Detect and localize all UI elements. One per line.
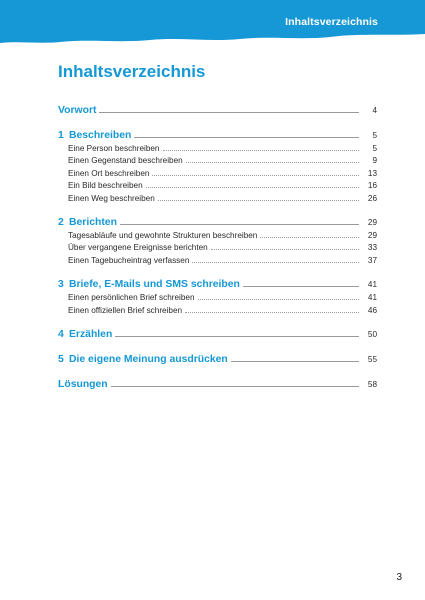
- toc-entry-title: Vorwort: [58, 105, 97, 116]
- toc-page-number: 46: [367, 305, 377, 315]
- toc-leader-line: [111, 386, 359, 387]
- toc-leader-line: [163, 150, 360, 151]
- toc-entry-title: Tagesabläufe und gewohnte Strukturen beschreiben: [68, 231, 258, 241]
- toc-page-number: 16: [367, 181, 377, 191]
- toc-entry-title: Briefe, E-Mails und SMS schreiben: [69, 279, 240, 291]
- toc-chapter-number: 5: [58, 354, 64, 366]
- toc-page-number: 58: [367, 380, 377, 390]
- toc-subentry[interactable]: [58, 143, 377, 155]
- toc-entry-title: Einen Weg beschreiben: [68, 193, 155, 203]
- table-of-contents: [58, 104, 377, 392]
- toc-entry-title: Über vergangene Ereignisse berichten: [68, 243, 208, 253]
- toc-page-number: 9: [372, 156, 377, 166]
- toc-subentry[interactable]: [58, 230, 377, 242]
- toc-entry-title: Eine Person beschreiben: [68, 144, 160, 153]
- toc-chapter-entry[interactable]: [58, 278, 377, 292]
- toc-chapter-number: 3: [58, 279, 64, 291]
- toc-subentry[interactable]: [58, 180, 377, 192]
- toc-entry-title: Einen offiziellen Brief schreiben: [68, 305, 183, 315]
- toc-leader-line: [260, 237, 359, 238]
- toc-leader-line: [185, 312, 359, 313]
- toc-page-number: 29: [367, 218, 377, 228]
- toc-leader-line: [192, 262, 359, 263]
- toc-leader-line: [120, 224, 359, 225]
- toc-entry-title: Erzählen: [69, 329, 113, 341]
- toc-entry-title: Einen Tagebucheintrag verfassen: [68, 255, 190, 265]
- banner-title: Inhaltsverzeichnis: [285, 16, 378, 28]
- toc-subentry[interactable]: [58, 168, 377, 180]
- toc-leader-line: [211, 249, 359, 250]
- page-title: Inhaltsverzeichnis: [58, 62, 206, 81]
- toc-page-number: 29: [367, 231, 377, 241]
- toc-leader-line: [146, 187, 359, 188]
- toc-leader-line: [115, 336, 359, 337]
- header-banner: [0, 0, 425, 46]
- toc-page-number: 41: [367, 293, 377, 303]
- toc-page-number: 37: [367, 255, 377, 265]
- toc-subentry[interactable]: [58, 305, 377, 317]
- toc-entry-title: Die eigene Meinung ausdrücken: [69, 354, 228, 366]
- toc-subentry[interactable]: [58, 193, 377, 205]
- toc-subentry[interactable]: [58, 242, 377, 254]
- toc-page-number: 4: [372, 106, 377, 115]
- toc-entry-title: Lösungen: [58, 379, 108, 391]
- toc-leader-line: [99, 112, 359, 113]
- toc-page-number: 50: [367, 330, 377, 340]
- toc-chapter-entry[interactable]: [58, 353, 377, 367]
- toc-page-number: 5: [372, 144, 377, 153]
- toc-chapter-number: 1: [58, 130, 64, 141]
- toc-chapter-entry[interactable]: [58, 216, 377, 230]
- toc-leader-line: [243, 286, 359, 287]
- toc-entry-title: Berichten: [69, 217, 117, 229]
- toc-page-number: 55: [367, 355, 377, 365]
- toc-entry-title: Einen persönlichen Brief schreiben: [68, 293, 195, 303]
- toc-subentry[interactable]: [58, 255, 377, 267]
- toc-leader-line: [158, 200, 359, 201]
- toc-entry-title: Ein Bild beschreiben: [68, 181, 143, 191]
- toc-chapter-entry[interactable]: [58, 328, 377, 342]
- toc-chapter-entry[interactable]: [58, 129, 377, 143]
- toc-page-number: 26: [367, 193, 377, 203]
- toc-leader-line: [231, 361, 359, 362]
- toc-page-number: 13: [367, 168, 377, 178]
- toc-subentry[interactable]: [58, 292, 377, 304]
- toc-leader-line: [134, 137, 359, 138]
- toc-page-number: 5: [372, 131, 377, 140]
- toc-chapter-number: 2: [58, 217, 64, 229]
- toc-entry-title: Einen Ort beschreiben: [68, 168, 150, 178]
- toc-entry-title: Einen Gegenstand beschreiben: [68, 156, 183, 166]
- toc-chapter-entry[interactable]: [58, 104, 377, 118]
- toc-page-number: 33: [367, 243, 377, 253]
- page-number: 3: [396, 572, 402, 583]
- toc-chapter-entry[interactable]: [58, 378, 377, 392]
- toc-page-number: 41: [367, 280, 377, 290]
- toc-chapter-number: 4: [58, 329, 64, 341]
- toc-leader-line: [198, 299, 359, 300]
- toc-leader-line: [152, 175, 359, 176]
- toc-subentry[interactable]: [58, 155, 377, 167]
- toc-entry-title: Beschreiben: [69, 130, 132, 141]
- toc-leader-line: [186, 162, 359, 163]
